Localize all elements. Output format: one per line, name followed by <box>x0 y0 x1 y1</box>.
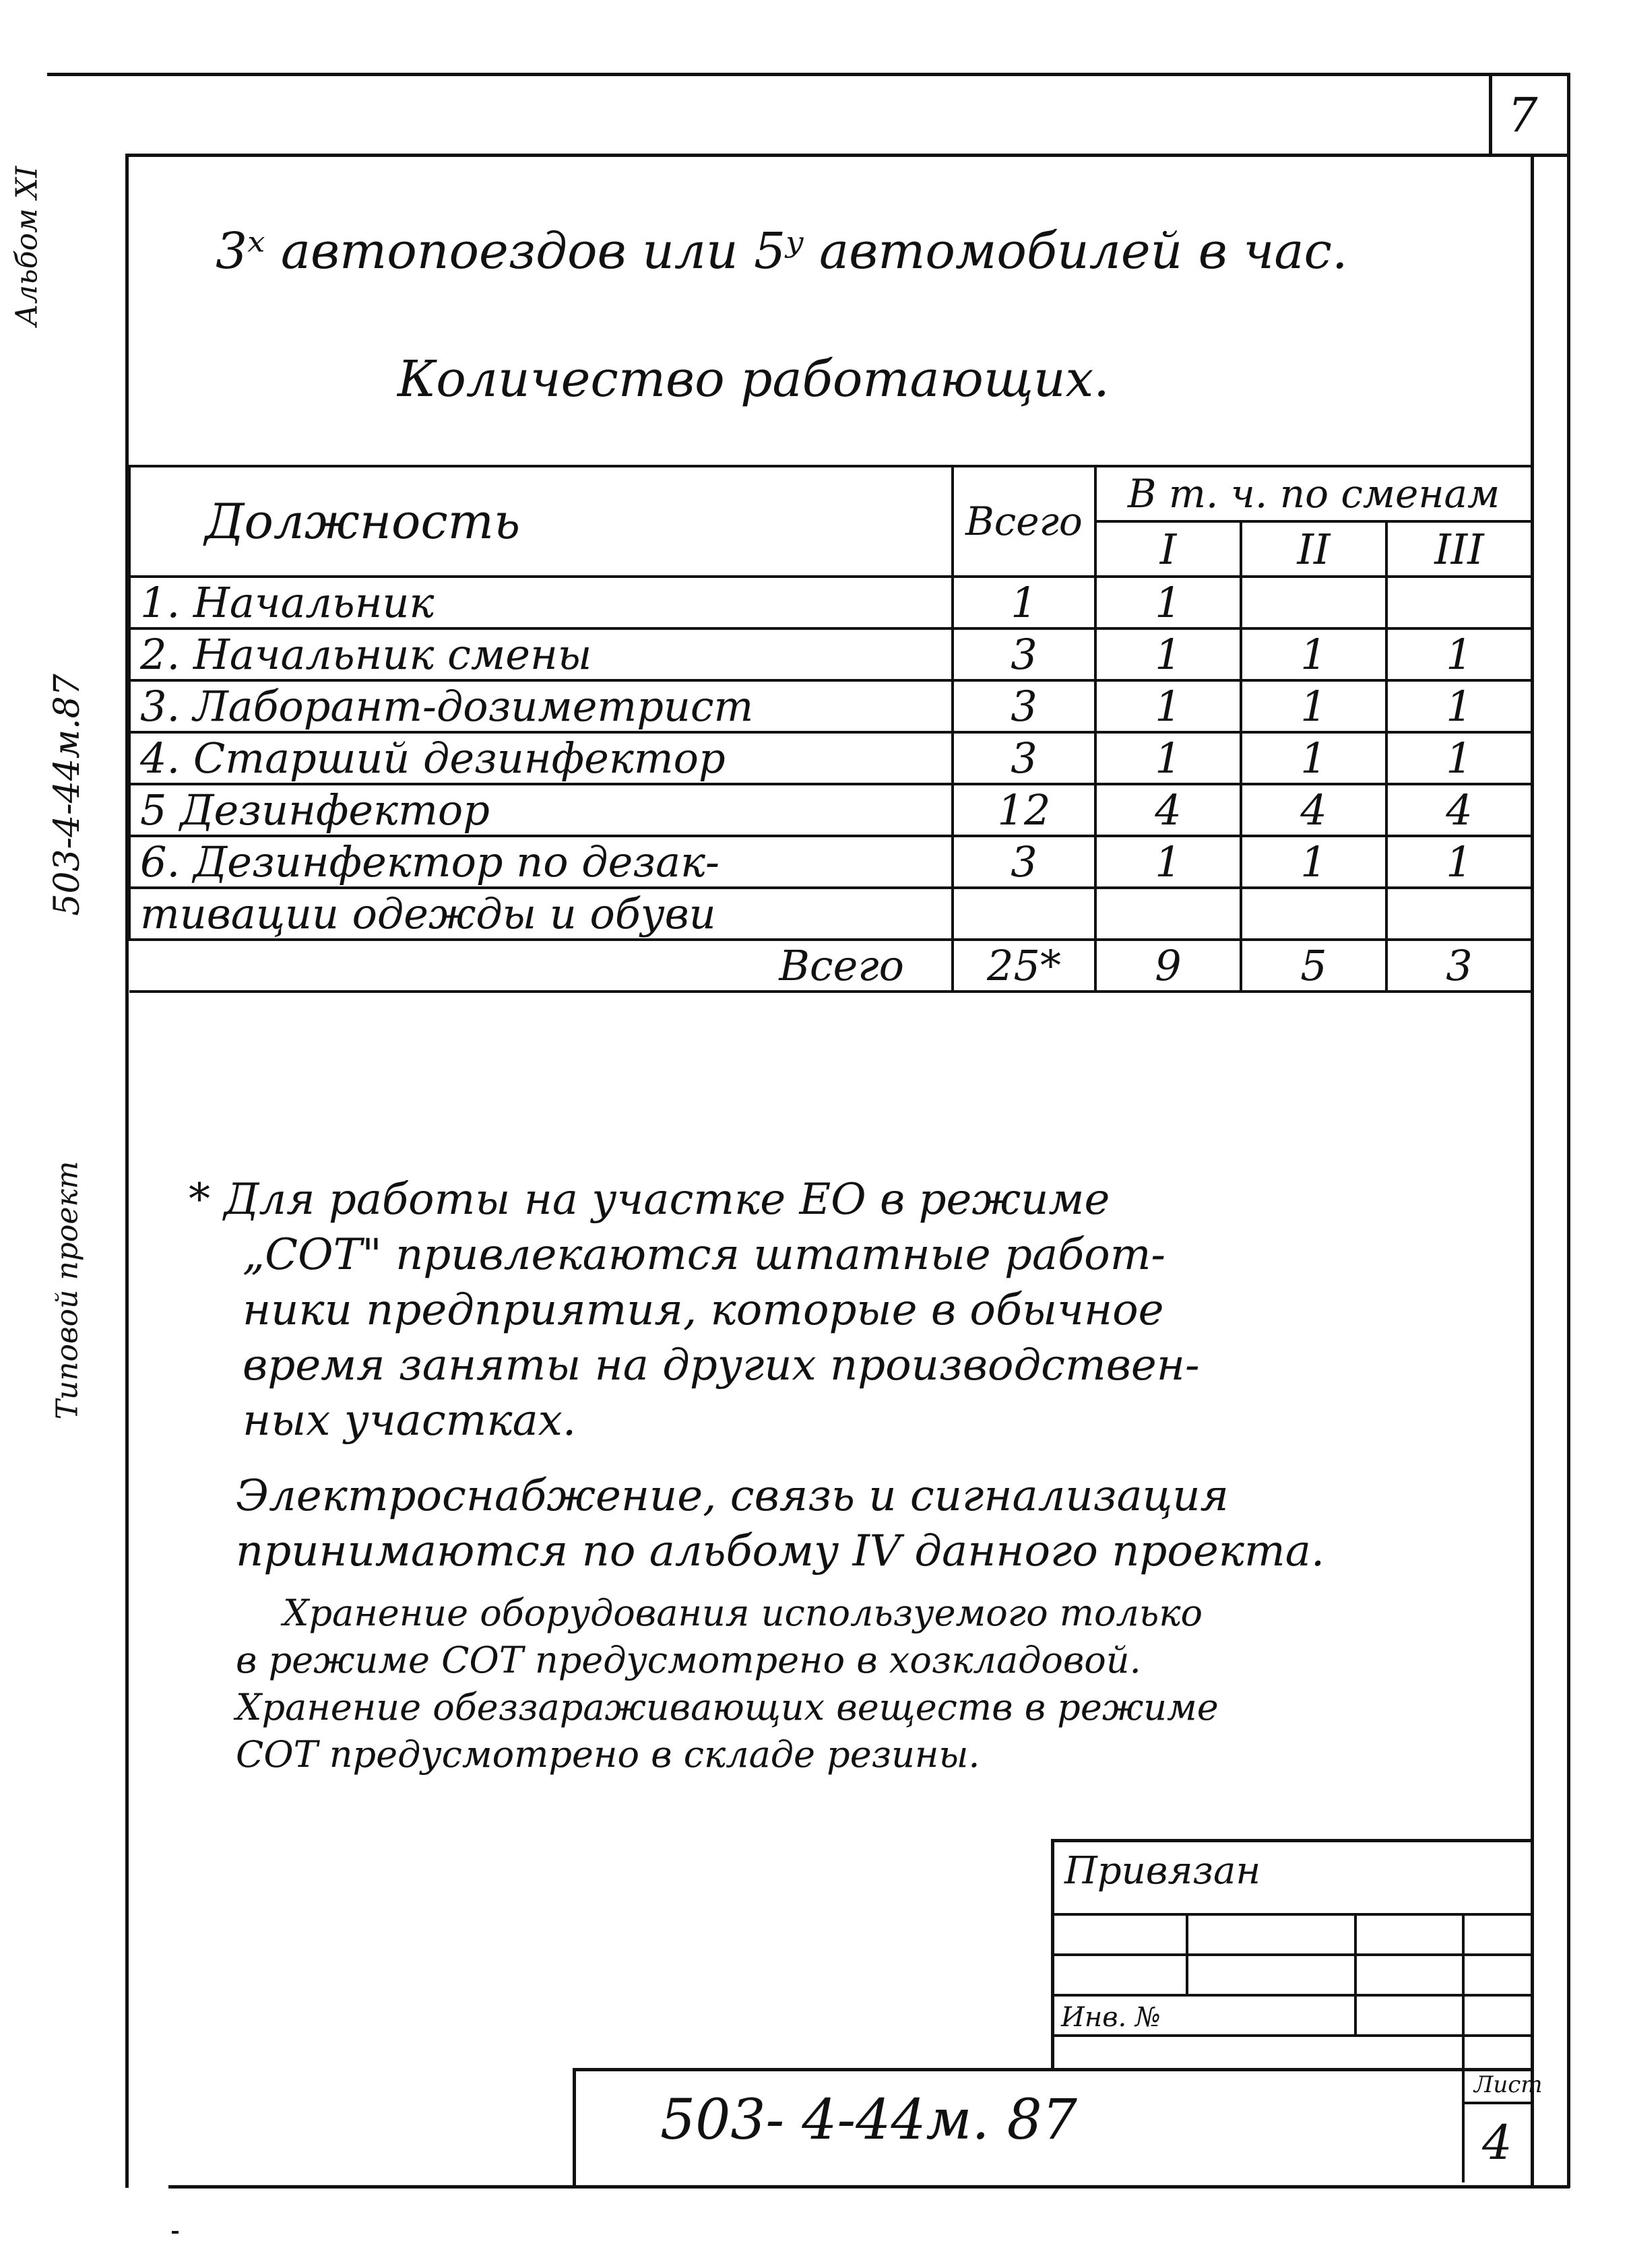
row-shift-3: 1 <box>1386 732 1532 784</box>
row-total <box>953 888 1095 940</box>
doc-block-left-line <box>573 2068 576 2188</box>
sheet-corner-number: 7 <box>1508 88 1538 143</box>
stamp-row-line-1 <box>1051 1913 1533 1916</box>
doc-code: 503- 4-44м. 87 <box>660 2088 1077 2152</box>
frame-top-line <box>47 73 1570 76</box>
row-shift-1: 1 <box>1095 577 1241 628</box>
footnote-block <box>189 1172 1200 1448</box>
row-name: 4. Старший дезинфектор <box>129 732 953 784</box>
col-header-shifts: В т. ч. по сменам <box>1095 466 1532 521</box>
row-name: тивации одежды и обуви <box>129 888 953 940</box>
shift-label-2: II <box>1241 521 1386 577</box>
staff-table <box>128 465 1533 993</box>
table-row <box>129 680 1532 732</box>
table-row <box>129 888 1532 940</box>
doc-block-top-line <box>573 2068 1533 2071</box>
row-name: 5 Дезинфектор <box>129 784 953 836</box>
corner-box-left <box>1489 73 1492 155</box>
row-total: 3 <box>953 680 1095 732</box>
table-total-row <box>129 940 1532 992</box>
stamp-inv-label: Инв. № <box>1061 2002 1161 2033</box>
row-name: 1. Начальник <box>129 577 953 628</box>
row-shift-1: 4 <box>1095 784 1241 836</box>
storage-note-line: Хранение обеззараживающих веществ в режиме <box>236 1686 1219 1728</box>
frame-inner-top-line <box>125 154 1567 157</box>
frame-bottom-line <box>168 2185 1570 2189</box>
total-label: Всего <box>129 940 953 992</box>
total-shift-2: 5 <box>1241 940 1386 992</box>
row-shift-3 <box>1386 577 1532 628</box>
power-note-line: Электроснабжение, связь и сигнализация <box>236 1471 1229 1521</box>
stamp-col-line-3 <box>1462 1913 1465 2182</box>
frame-right-line <box>1531 154 1534 2188</box>
row-shift-3: 1 <box>1386 836 1532 888</box>
stamp-row-line-3 <box>1051 1994 1533 1997</box>
row-shift-1: 1 <box>1095 628 1241 680</box>
footnote-line: ники предприятия, которые в обычное <box>243 1285 1164 1335</box>
shift-label-1: I <box>1095 521 1241 577</box>
footnote-line: время заняты на других производствен- <box>243 1340 1200 1390</box>
row-shift-2: 1 <box>1241 836 1386 888</box>
footnote-line: ных участках. <box>243 1396 577 1446</box>
row-name: 6. Дезинфектор по дезак- <box>129 836 953 888</box>
table-row <box>129 628 1532 680</box>
side-album-label: Альбом XI <box>9 166 44 327</box>
side-project-type: Типовой проект <box>50 1161 85 1420</box>
sheet-number: 4 <box>1482 2115 1512 2170</box>
stamp-row-line-2 <box>1051 1953 1533 1956</box>
side-code-label: 503-4-44м.87 <box>47 674 88 916</box>
stamp-row-line-4 <box>1051 2034 1533 2037</box>
row-shift-3: 1 <box>1386 628 1532 680</box>
row-name: 3. Лаборант-дозиметрист <box>129 680 953 732</box>
shift-label-3: III <box>1386 521 1532 577</box>
total-shift-3: 3 <box>1386 940 1532 992</box>
row-total: 3 <box>953 836 1095 888</box>
row-shift-1 <box>1095 888 1241 940</box>
storage-note-line: Хранение оборудования используемого только <box>283 1592 1203 1634</box>
table-row <box>129 836 1532 888</box>
footer-tick <box>172 2231 179 2234</box>
storage-note-line: СОТ предусмотрено в складе резины. <box>236 1733 980 1776</box>
row-shift-3: 4 <box>1386 784 1532 836</box>
row-shift-2: 1 <box>1241 732 1386 784</box>
frame-left-line <box>125 154 129 2188</box>
row-shift-1: 1 <box>1095 680 1241 732</box>
table-row <box>129 784 1532 836</box>
total-shift-1: 9 <box>1095 940 1241 992</box>
row-total: 3 <box>953 732 1095 784</box>
col-header-position: Должность <box>129 466 953 577</box>
stamp-col-line-2 <box>1354 1913 1357 2034</box>
row-shift-2: 4 <box>1241 784 1386 836</box>
row-shift-2 <box>1241 888 1386 940</box>
footnote-line: * Для работы на участке ЕО в режиме <box>189 1175 1110 1225</box>
row-shift-3: 1 <box>1386 680 1532 732</box>
header-line-1: 3ˣ автопоездов или 5ʸ автомобилей в час. <box>216 222 1348 280</box>
power-note <box>236 1468 1324 1579</box>
row-shift-1: 1 <box>1095 836 1241 888</box>
row-name: 2. Начальник смены <box>129 628 953 680</box>
row-shift-2: 1 <box>1241 680 1386 732</box>
row-shift-2: 1 <box>1241 628 1386 680</box>
table-row <box>129 577 1532 628</box>
storage-note <box>236 1590 1219 1778</box>
sheet-label: Лист <box>1474 2071 1543 2098</box>
row-total: 12 <box>953 784 1095 836</box>
grand-total: 25* <box>953 940 1095 992</box>
table-row <box>129 732 1532 784</box>
stamp-bound-label: Привязан <box>1064 1849 1261 1893</box>
col-header-total: Всего <box>953 466 1095 577</box>
storage-note-line: в режиме СОТ предусмотрено в хозкладовой. <box>236 1639 1141 1681</box>
row-shift-3 <box>1386 888 1532 940</box>
row-total: 1 <box>953 577 1095 628</box>
power-note-line: принимаются по альбому IV данного проекта. <box>236 1526 1325 1576</box>
row-shift-2 <box>1241 577 1386 628</box>
row-total: 3 <box>953 628 1095 680</box>
footnote-line: „СОТ" привлекаются штатные работ- <box>243 1230 1165 1280</box>
stamp-top-line <box>1051 1839 1533 1842</box>
row-shift-1: 1 <box>1095 732 1241 784</box>
header-line-2: Количество работающих. <box>397 350 1110 408</box>
frame-far-right-line <box>1567 73 1570 2188</box>
stamp-col-line-1 <box>1186 1913 1188 1994</box>
sheet-label-line <box>1462 2102 1533 2104</box>
